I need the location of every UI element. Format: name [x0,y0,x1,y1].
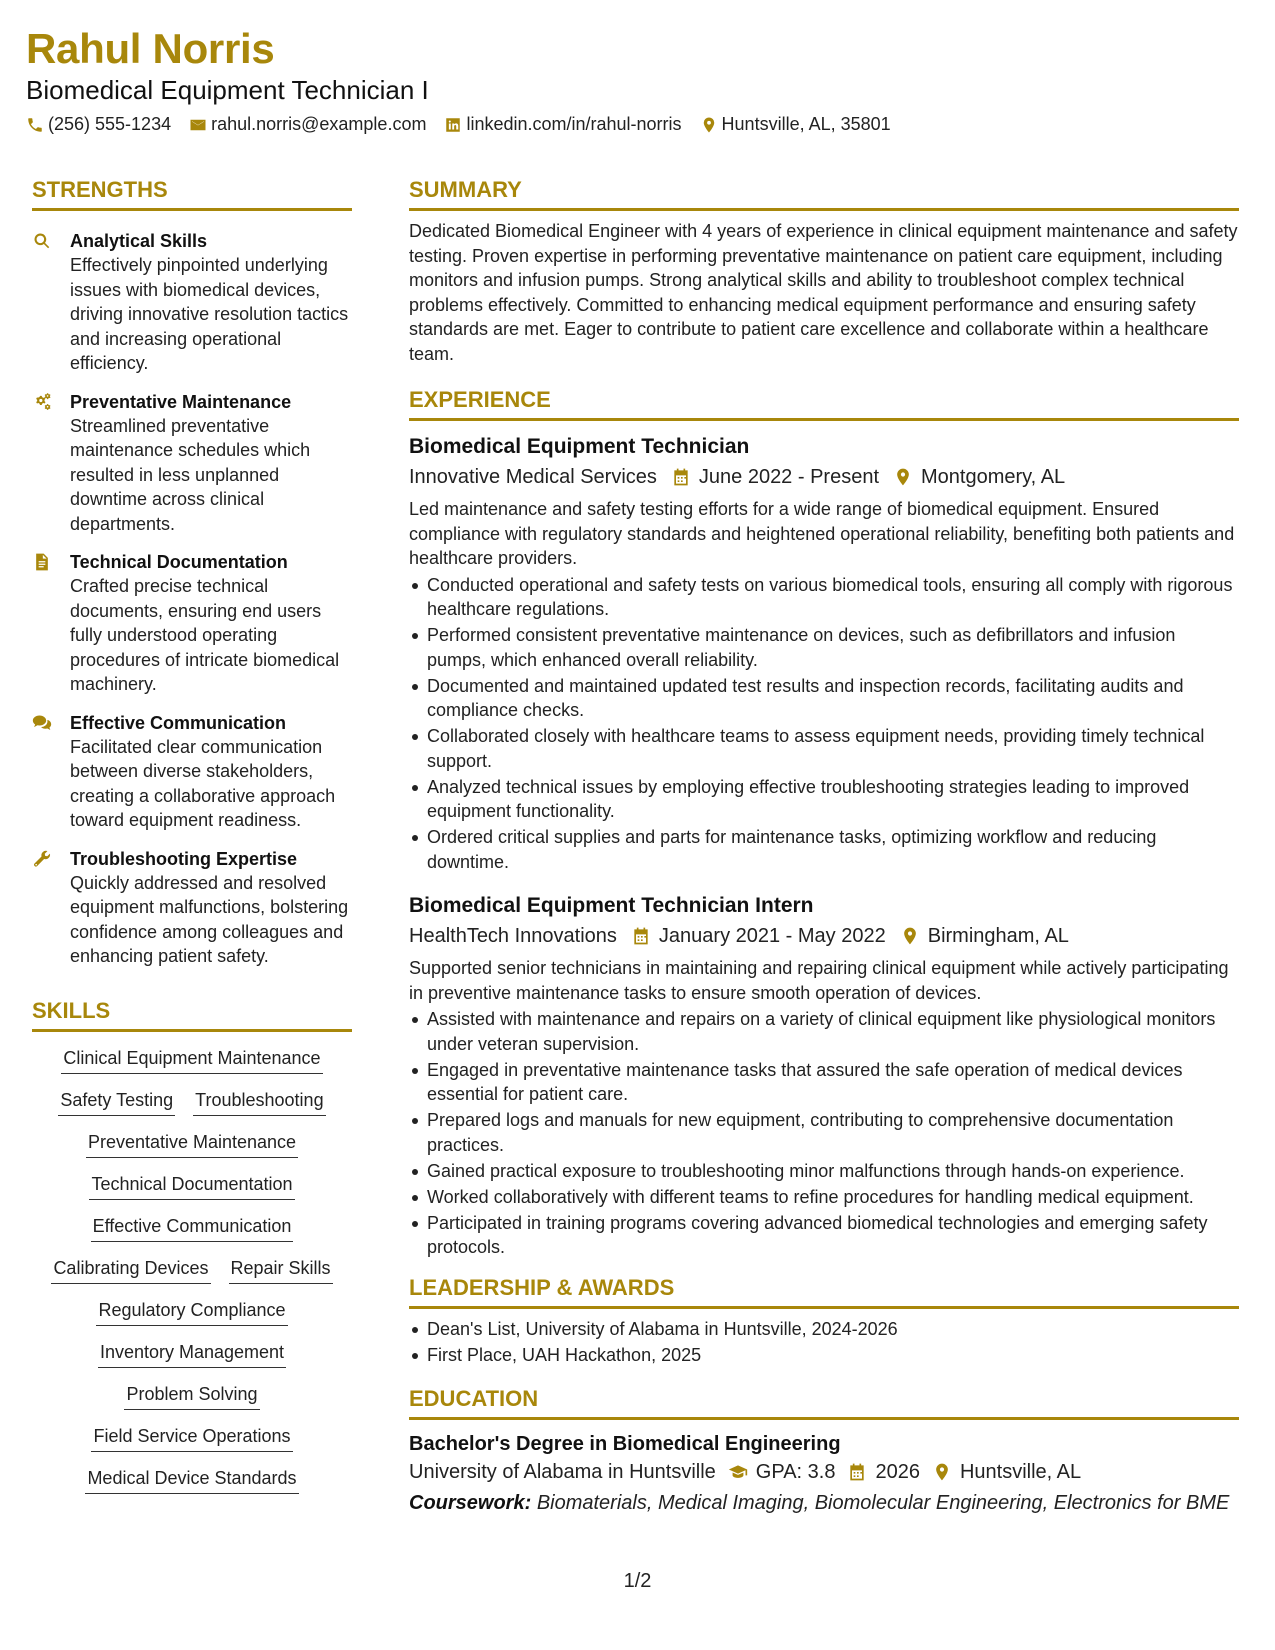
calendar-icon [671,467,691,487]
right-column [409,176,1239,1518]
strength-desc: Quickly addressed and resolved equipment malfunctions, bolstering confidence among colleagues and enhancing patient safety. [70,872,349,966]
summary-section [409,176,1239,366]
experience-title: EXPERIENCE [409,386,1239,421]
job-location: Birmingham, AL [927,925,1069,947]
awards-list [409,1317,1239,1368]
job-bullets [409,1007,1239,1260]
skill-tag: Problem Solving [124,1382,259,1410]
linkedin-text[interactable]: linkedin.com/in/rahul-norris [466,114,682,134]
list-item: Collaborated closely with healthcare teams to assess equipment needs, providing timely technical support. [409,724,1239,773]
list-item: Worked collaboratively with different teams to refine procedures for handling medical equipment. [409,1185,1239,1210]
candidate-name: Rahul Norris [26,25,275,72]
wrench-icon [32,849,52,869]
education-title: EDUCATION [409,1385,1239,1420]
strength-desc: Facilitated clear communication between diverse stakeholders, creating a collaborative approach toward equipment readiness. [70,736,336,830]
gears-icon [32,392,52,412]
job-dates: January 2021 - May 2022 [658,925,886,947]
document-icon [32,552,52,572]
contact-phone [26,114,171,135]
skill-tag: Effective Communication [91,1214,294,1242]
map-pin-icon [900,926,920,946]
degree-title: Bachelor's Degree in Biomedical Engineering [409,1433,841,1455]
calendar-icon [847,1462,867,1482]
contact-linkedin[interactable] [444,114,681,135]
list-item: Analyzed technical issues by employing effective troubleshooting strategies leading to improved equipment functionality. [409,775,1239,824]
job-entry [409,892,1239,1260]
skills-title: SKILLS [32,997,352,1032]
job-meta [409,463,1239,491]
skills-section [32,997,352,1494]
gpa: GPA: 3.8 [755,1461,836,1483]
email-text[interactable]: rahul.norris@example.com [211,114,427,134]
skill-tag: Preventative Maintenance [86,1130,298,1158]
job-bullets [409,573,1239,875]
summary-text: Dedicated Biomedical Engineer with 4 years of experience in clinical equipment maintenance and safety testing. Proven expertise in performing preventative maintenance on patient care equipment, including monitors and infusion pumps. Strong analytical skills and ability to troubleshoot complex technical problems effectively. Committed to enhancing medical equipment performance and ensuring safety standards are met. Eager to contribute to patient care excellence and collaborate within a healthcare team. [409,221,1238,364]
strength-desc: Effectively pinpointed underlying issues with biomedical devices, driving innovative resolution tactics and increasing operational efficiency. [70,255,349,373]
strength-item [32,390,352,537]
strength-name: Preventative Maintenance [70,391,292,412]
strength-name: Technical Documentation [70,552,288,572]
search-icon [32,231,52,251]
strength-item [32,550,352,697]
education-section [409,1385,1239,1518]
map-pin-icon [893,467,913,487]
graduation-year: 2026 [875,1461,920,1483]
job-meta [409,922,1239,950]
list-item: Documented and maintained updated test results and inspection records, facilitating audits and compliance checks. [409,674,1239,723]
contact-location [700,114,891,135]
job-location: Montgomery, AL [921,466,1066,488]
list-item: Prepared logs and manuals for new equipment, contributing to comprehensive documentation practices. [409,1108,1239,1157]
awards-section [409,1274,1239,1368]
experience-section [409,386,1239,1260]
linkedin-icon [444,116,462,134]
job-company: HealthTech Innovations [409,925,617,947]
list-item: Assisted with maintenance and repairs on a variety of clinical equipment like physiological monitors under veteran supervision. [409,1007,1239,1056]
skill-tag: Technical Documentation [89,1172,294,1200]
coursework [409,1488,1239,1518]
list-item: Gained practical exposure to troubleshooting minor malfunctions through hands-on experience. [409,1159,1239,1184]
list-item: Ordered critical supplies and parts for maintenance tasks, optimizing workflow and reducing downtime. [409,825,1239,874]
resume-header [26,24,1246,135]
phone-icon [26,116,44,134]
list-item: Engaged in preventative maintenance tasks that assured the safe operation of medical devices essential for patient care. [409,1058,1239,1107]
envelope-icon [189,116,207,134]
skill-tag: Calibrating Devices [51,1256,210,1284]
chat-icon [32,713,52,733]
strength-item [32,711,352,833]
map-pin-icon [932,1462,952,1482]
education-meta [409,1458,1239,1486]
list-item: Dean's List, University of Alabama in Huntsville, 2024-2026 [409,1317,1239,1342]
strength-name: Troubleshooting Expertise [70,848,298,869]
job-entry [409,433,1239,874]
job-company: Innovative Medical Services [409,466,657,488]
phone-text: (256) 555-1234 [48,114,172,134]
skill-tag: Safety Testing [58,1088,175,1116]
skill-tag: Regulatory Compliance [96,1298,287,1326]
contact-email[interactable] [189,114,426,135]
skill-tag: Inventory Management [98,1340,286,1368]
candidate-role: Biomedical Equipment Technician I [26,75,429,105]
job-description: Supported senior technicians in maintaining and repairing clinical equipment while actively participating in preventive maintenance tasks to ensure smooth operation of devices. [409,958,1229,1003]
page-indicator: 1/2 [623,1570,652,1592]
awards-title: LEADERSHIP & AWARDS [409,1274,1239,1309]
list-item: Performed consistent preventative maintenance on devices, such as defibrillators and infusion pumps, which enhanced overall reliability. [409,623,1239,672]
skill-tag: Medical Device Standards [85,1466,298,1494]
skill-tag: Field Service Operations [91,1424,292,1452]
strength-name: Analytical Skills [70,231,208,251]
strength-name: Effective Communication [70,712,287,733]
left-column [32,176,352,1508]
strength-item [32,229,352,376]
strengths-title: STRENGTHS [32,176,352,211]
calendar-icon [631,926,651,946]
contact-bar [26,114,1246,135]
job-title: Biomedical Equipment Technician Intern [409,894,814,917]
job-title: Biomedical Equipment Technician [409,435,750,458]
job-dates: June 2022 - Present [698,466,880,488]
school-name: University of Alabama in Huntsville [409,1461,716,1483]
strength-desc: Crafted precise technical documents, ensuring end users fully understood operating procedures of intricate biomedical machinery. [70,576,340,694]
strength-item [32,847,352,969]
skill-tag: Troubleshooting [193,1088,325,1116]
map-pin-icon [700,116,718,134]
list-item: Participated in training programs covering advanced biomedical technologies and emerging safety protocols. [409,1211,1239,1260]
school-location: Huntsville, AL [959,1461,1082,1483]
skill-tag: Clinical Equipment Maintenance [61,1046,322,1074]
skill-tag: Repair Skills [229,1256,333,1284]
job-description: Led maintenance and safety testing efforts for a wide range of biomedical equipment. Ensured compliance with regulatory standards and heightened operational reliability, benefiting both patients and healthcare providers. [409,499,1235,568]
coursework-list: Biomaterials, Medical Imaging, Biomolecular Engineering, Electronics for BME [536,1492,1230,1514]
location-text: Huntsville, AL, 35801 [721,114,891,134]
strength-desc: Streamlined preventative maintenance schedules which resulted in less unplanned downtime across clinical departments. [70,415,311,534]
coursework-label: Coursework: [409,1492,532,1514]
list-item: First Place, UAH Hackathon, 2025 [409,1343,1239,1368]
list-item: Conducted operational and safety tests on various biomedical tools, ensuring all comply with rigorous healthcare regulations. [409,573,1239,622]
graduation-cap-icon [728,1462,748,1482]
strengths-section [32,176,352,969]
summary-title: SUMMARY [409,176,1239,211]
